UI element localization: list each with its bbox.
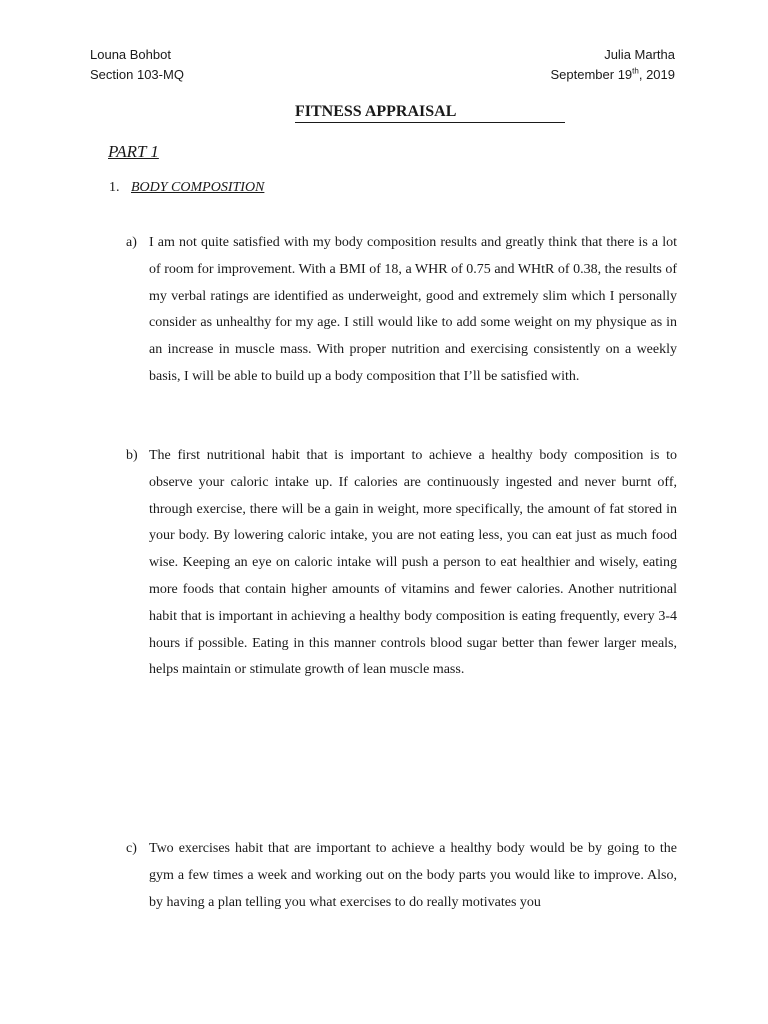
- date-prefix: September 19: [550, 67, 633, 82]
- date-suffix: , 2019: [638, 67, 675, 82]
- header-right: [551, 45, 676, 85]
- student-name: Louna Bohbot: [90, 47, 171, 62]
- item-text: The first nutritional habit that is important to achieve a healthy body composition is to observe your caloric intake up. If calories are continuously ingested and never burnt off, through exercise, there will be a gain in weight, more specifically, the amount of fat stored in your body. By lowering caloric intake, you are not eating less, you can eat just as much food wise. Keeping an eye on caloric intake will push a person to eat healthier and wisely, eating more foods that contain higher amounts of vitamins and fewer calories. Another nutritional habit that is important in achieving a healthy body composition is eating frequently, every 3-4 hours if possible. Eating in this manner controls blood sugar better than fewer larger meals, helps maintain or stimulate growth of lean muscle mass.: [149, 448, 677, 678]
- item-label: b): [126, 448, 138, 463]
- date-ordinal: th: [632, 66, 639, 76]
- document-date: [551, 65, 676, 85]
- part-heading: PART 1: [108, 142, 159, 161]
- item-text: Two exercises habit that are important to achieve a healthy body would be by going to the gym a few times a week and working out on the body parts you would like to improve. Also, by having a plan telling you what exercises to do really motivates you: [149, 841, 677, 910]
- answer-item-b: [126, 443, 677, 684]
- section-code: Section 103-MQ: [90, 67, 184, 82]
- document-title: FITNESS APPRAISAL: [295, 103, 565, 123]
- item-text: I am not quite satisfied with my body composition results and greatly think that there is a lot of room for improvement. With a BMI of 18, a WHR of 0.75 and WHtR of 0.38, the results of my verbal ratings are identified as underweight, good and extremely slim which I personally consider as unhealthy for my age. I still would like to add some weight on my physique as in an increase in muscle mass. With proper nutrition and exercising consistently on a weekly basis, I will be able to build up a body composition that I’ll be satisfied with.: [149, 235, 677, 384]
- item-label: a): [126, 235, 137, 250]
- instructor-name: Julia Martha: [604, 47, 675, 62]
- header-left: [90, 45, 184, 85]
- section-title: BODY COMPOSITION: [131, 180, 265, 195]
- section-heading: [109, 179, 264, 197]
- answer-item-c: [126, 836, 677, 916]
- answer-item-a: [126, 230, 677, 391]
- section-number: 1.: [109, 180, 120, 195]
- item-label: c): [126, 841, 137, 856]
